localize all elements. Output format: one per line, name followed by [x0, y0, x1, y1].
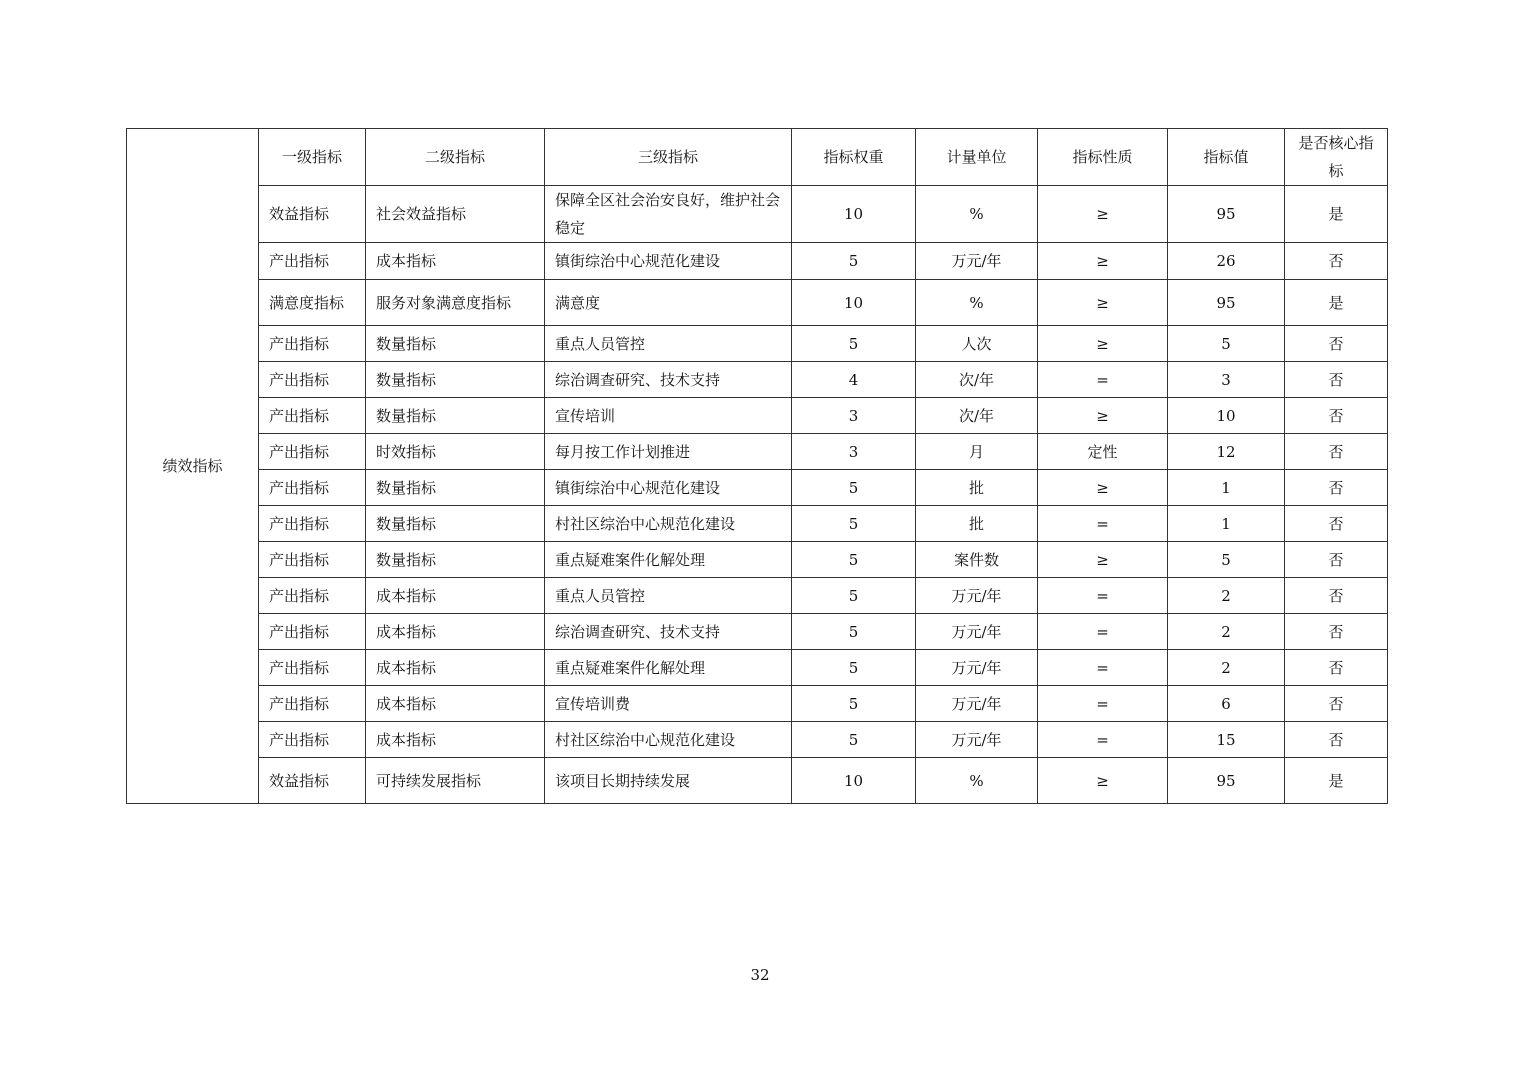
table-cell: 重点人员管控 [545, 326, 792, 362]
table-cell: 否 [1285, 650, 1388, 686]
table-cell: 10 [1168, 398, 1285, 434]
table-cell: 产出指标 [259, 434, 366, 470]
table-cell: 3 [1168, 362, 1285, 398]
header-cell: 指标值 [1168, 129, 1285, 186]
table-row [127, 326, 1388, 362]
table-row [127, 470, 1388, 506]
table-cell: 否 [1285, 398, 1388, 434]
table-cell: 人次 [916, 326, 1038, 362]
table-cell: 5 [792, 686, 916, 722]
table-cell: 社会效益指标 [366, 186, 545, 243]
table-cell: 综治调查研究、技术支持 [545, 362, 792, 398]
header-cell: 计量单位 [916, 129, 1038, 186]
table-cell: 成本指标 [366, 578, 545, 614]
table-cell: ≥ [1038, 243, 1168, 280]
table-cell: 5 [792, 542, 916, 578]
table-cell: 月 [916, 434, 1038, 470]
table-cell: 重点疑难案件化解处理 [545, 542, 792, 578]
table-cell: 26 [1168, 243, 1285, 280]
table-cell: 次/年 [916, 398, 1038, 434]
table-cell: 数量指标 [366, 326, 545, 362]
table-cell: 否 [1285, 542, 1388, 578]
table-cell: 5 [1168, 542, 1285, 578]
table-cell: 否 [1285, 434, 1388, 470]
header-cell: 二级指标 [366, 129, 545, 186]
table-cell: 产出指标 [259, 614, 366, 650]
table-cell: ≥ [1038, 542, 1168, 578]
table-cell: 10 [792, 186, 916, 243]
table-cell: 产出指标 [259, 243, 366, 280]
table-cell: 否 [1285, 362, 1388, 398]
table-cell: 次/年 [916, 362, 1038, 398]
table-cell: 5 [792, 506, 916, 542]
table-cell: 综治调查研究、技术支持 [545, 614, 792, 650]
header-cell: 是否核心指标 [1285, 129, 1388, 186]
table-row [127, 362, 1388, 398]
table-cell: ≥ [1038, 470, 1168, 506]
table-cell: 万元/年 [916, 722, 1038, 758]
table-cell: ≥ [1038, 186, 1168, 243]
table-cell: 5 [792, 326, 916, 362]
table-cell: 95 [1168, 280, 1285, 326]
table-cell: 5 [792, 650, 916, 686]
table-cell: 产出指标 [259, 362, 366, 398]
table-cell: 6 [1168, 686, 1285, 722]
table-cell: 镇街综治中心规范化建设 [545, 243, 792, 280]
table-cell: 服务对象满意度指标 [366, 280, 545, 326]
performance-indicator-table [126, 128, 1388, 804]
table-cell: = [1038, 722, 1168, 758]
table-cell: 否 [1285, 326, 1388, 362]
table-cell: 万元/年 [916, 686, 1038, 722]
table-cell: % [916, 186, 1038, 243]
table-cell: 5 [792, 614, 916, 650]
table-cell: 否 [1285, 506, 1388, 542]
table-cell: 镇街综治中心规范化建设 [545, 470, 792, 506]
table-row [127, 243, 1388, 280]
table-header-row [127, 129, 1388, 186]
table-cell: = [1038, 650, 1168, 686]
table-cell: 3 [792, 434, 916, 470]
table-cell: ≥ [1038, 280, 1168, 326]
page-number: 32 [750, 966, 770, 984]
table-cell: = [1038, 614, 1168, 650]
table-cell: % [916, 758, 1038, 804]
table-cell: 15 [1168, 722, 1285, 758]
table-row [127, 186, 1388, 243]
header-cell: 三级指标 [545, 129, 792, 186]
table-cell: 否 [1285, 686, 1388, 722]
table-row [127, 506, 1388, 542]
table-cell: 产出指标 [259, 326, 366, 362]
table-cell: 成本指标 [366, 686, 545, 722]
table-cell: 1 [1168, 470, 1285, 506]
table-row [127, 614, 1388, 650]
table-cell: 5 [792, 470, 916, 506]
table-cell: % [916, 280, 1038, 326]
table-row [127, 722, 1388, 758]
table-cell: 95 [1168, 758, 1285, 804]
table-cell: 成本指标 [366, 614, 545, 650]
table-cell: 村社区综治中心规范化建设 [545, 722, 792, 758]
table-cell: 批 [916, 470, 1038, 506]
table-cell: ≥ [1038, 398, 1168, 434]
table-cell: 产出指标 [259, 506, 366, 542]
table-cell: 效益指标 [259, 186, 366, 243]
table-cell: 产出指标 [259, 686, 366, 722]
table-cell: 5 [1168, 326, 1285, 362]
table-cell: 可持续发展指标 [366, 758, 545, 804]
table-cell: 产出指标 [259, 398, 366, 434]
table-cell: 10 [792, 758, 916, 804]
table-cell: 数量指标 [366, 506, 545, 542]
table-cell: 12 [1168, 434, 1285, 470]
header-cell: 指标权重 [792, 129, 916, 186]
table-cell: 4 [792, 362, 916, 398]
table-cell: 否 [1285, 578, 1388, 614]
table-cell: 数量指标 [366, 470, 545, 506]
table-cell: 产出指标 [259, 650, 366, 686]
table-cell: 否 [1285, 243, 1388, 280]
table-cell: = [1038, 578, 1168, 614]
table-cell: 成本指标 [366, 722, 545, 758]
table-cell: 重点疑难案件化解处理 [545, 650, 792, 686]
table-cell: 数量指标 [366, 398, 545, 434]
table-cell: 2 [1168, 578, 1285, 614]
header-cell: 指标性质 [1038, 129, 1168, 186]
table-cell: 满意度指标 [259, 280, 366, 326]
table-row [127, 280, 1388, 326]
table-row [127, 686, 1388, 722]
table-cell: = [1038, 506, 1168, 542]
table-cell: 2 [1168, 614, 1285, 650]
table-cell: 重点人员管控 [545, 578, 792, 614]
table-row [127, 650, 1388, 686]
table-cell: 时效指标 [366, 434, 545, 470]
table-cell: 10 [792, 280, 916, 326]
table-cell: 产出指标 [259, 542, 366, 578]
table-cell: 万元/年 [916, 578, 1038, 614]
table-row [127, 578, 1388, 614]
table-cell: 万元/年 [916, 650, 1038, 686]
table-cell: 3 [792, 398, 916, 434]
table-cell: 该项目长期持续发展 [545, 758, 792, 804]
table-cell: 产出指标 [259, 470, 366, 506]
table-cell: 否 [1285, 614, 1388, 650]
table-cell: = [1038, 362, 1168, 398]
table-row [127, 398, 1388, 434]
table-cell: 案件数 [916, 542, 1038, 578]
table-cell: 2 [1168, 650, 1285, 686]
table-cell: 保障全区社会治安良好，维护社会稳定 [545, 186, 792, 243]
table-cell: 否 [1285, 470, 1388, 506]
table-cell: 定性 [1038, 434, 1168, 470]
table-cell: 数量指标 [366, 362, 545, 398]
table-cell: 万元/年 [916, 243, 1038, 280]
table-cell: 5 [792, 243, 916, 280]
table-cell: 效益指标 [259, 758, 366, 804]
table-cell: 每月按工作计划推进 [545, 434, 792, 470]
table-cell: 否 [1285, 722, 1388, 758]
table-cell: 是 [1285, 186, 1388, 243]
table-cell: 95 [1168, 186, 1285, 243]
table-row [127, 434, 1388, 470]
table-row [127, 542, 1388, 578]
table-cell: 5 [792, 578, 916, 614]
table-cell: 万元/年 [916, 614, 1038, 650]
table-cell: 宣传培训 [545, 398, 792, 434]
header-cell: 一级指标 [259, 129, 366, 186]
table-cell: 是 [1285, 758, 1388, 804]
table-cell: 批 [916, 506, 1038, 542]
table-cell: 5 [792, 722, 916, 758]
table-cell: 成本指标 [366, 650, 545, 686]
table-cell: 村社区综治中心规范化建设 [545, 506, 792, 542]
table-cell: 满意度 [545, 280, 792, 326]
table-row [127, 758, 1388, 804]
section-label-cell: 绩效指标 [127, 129, 259, 804]
table-cell: ≥ [1038, 758, 1168, 804]
table-cell: 数量指标 [366, 542, 545, 578]
table-cell: ≥ [1038, 326, 1168, 362]
table-cell: 1 [1168, 506, 1285, 542]
table-cell: 产出指标 [259, 722, 366, 758]
table-cell: 产出指标 [259, 578, 366, 614]
table-cell: = [1038, 686, 1168, 722]
table-cell: 是 [1285, 280, 1388, 326]
table-cell: 成本指标 [366, 243, 545, 280]
table-cell: 宣传培训费 [545, 686, 792, 722]
